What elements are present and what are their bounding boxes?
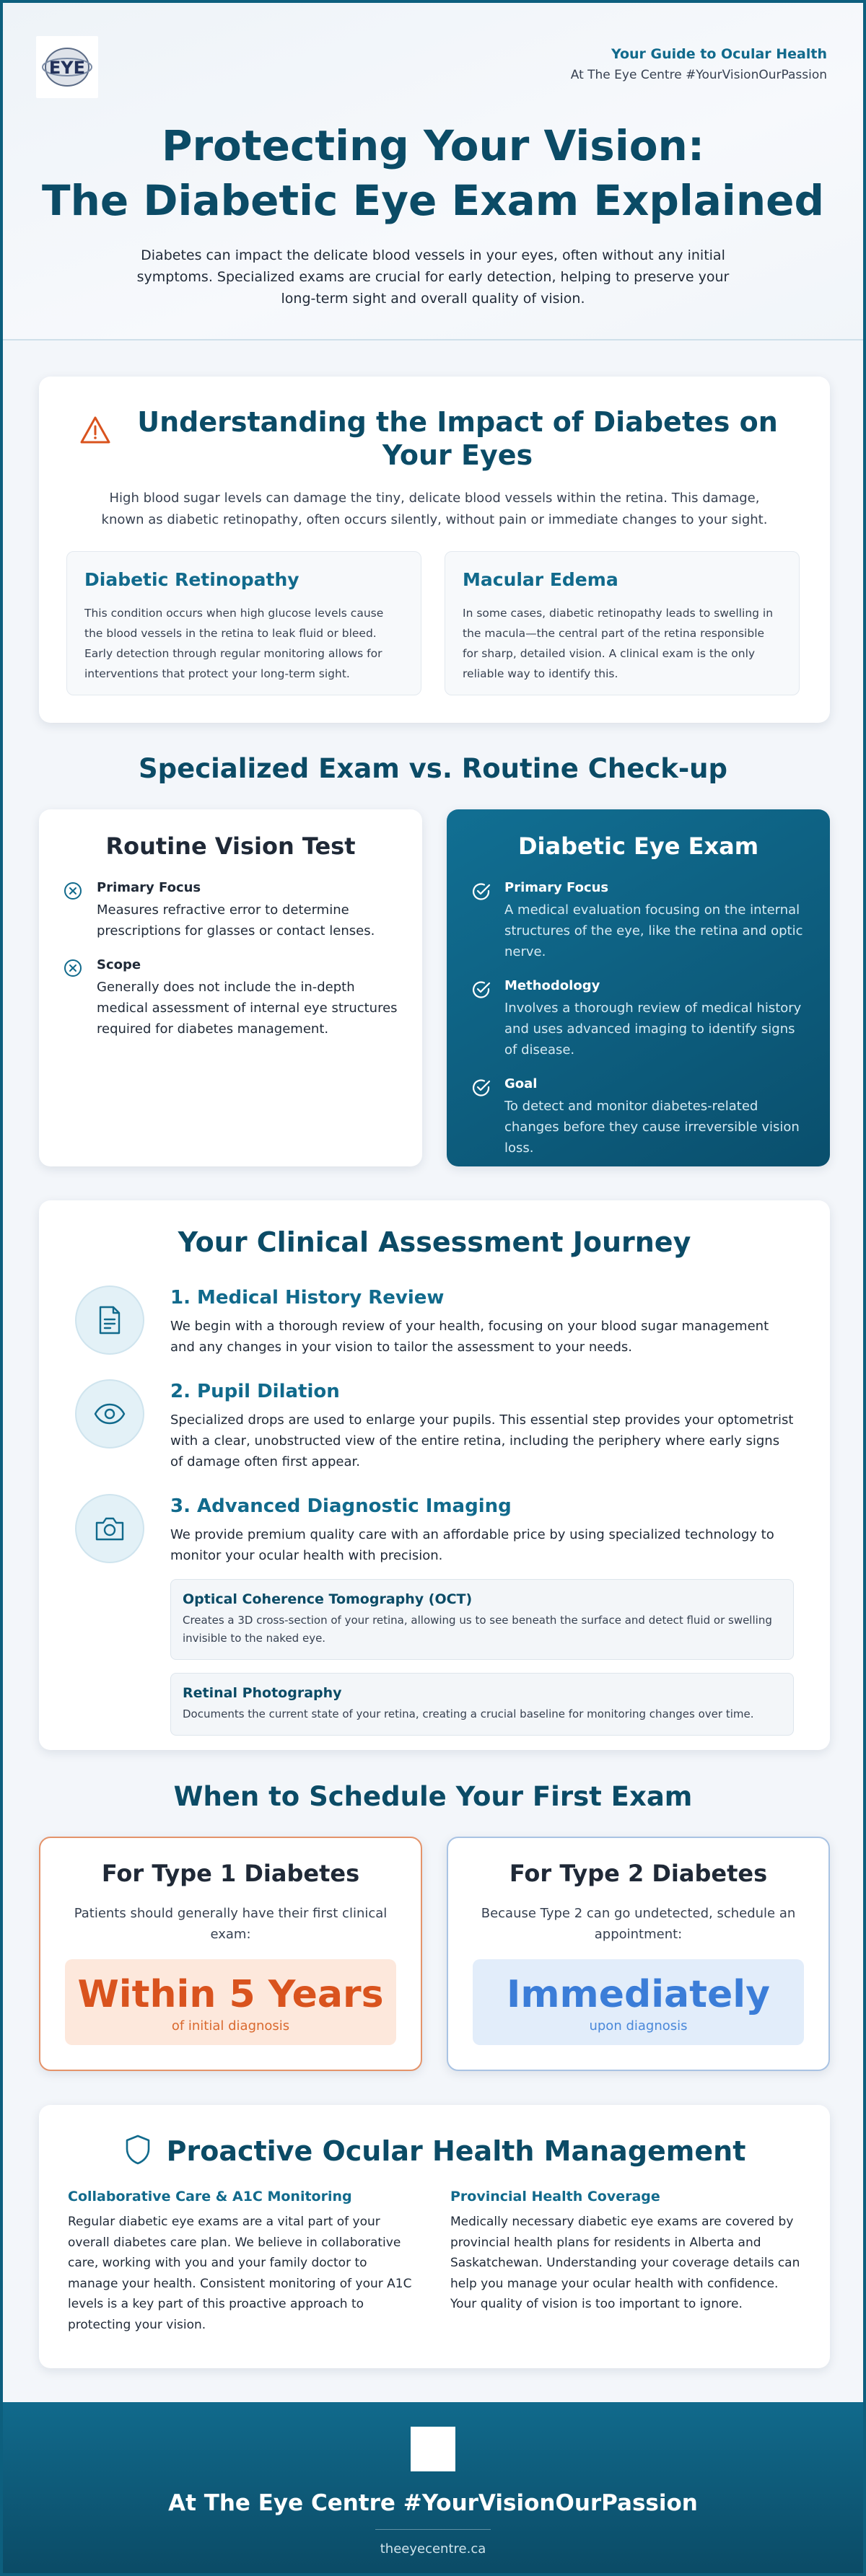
type2-timing-box [473,1959,804,2045]
impact-title: Understanding the Impact of Diabetes on Your Eyes [137,406,778,471]
header-tag: Your Guide to Ocular Health [611,46,827,62]
type1-text: Patients should generally have their first clinical exam: [74,1906,388,1942]
retinal-photo-box [170,1673,794,1736]
retinal-photo-text: Documents the current state of your retina, creating a crucial baseline for monitoring changes over time. [183,1707,754,1720]
routine-test-card [39,809,422,1166]
header-subtitle: At The Eye Centre #YourVisionOurPassion [570,68,827,82]
management-card [39,2105,830,2368]
routine-item-label: Primary Focus [97,880,201,895]
type1-title: For Type 1 Diabetes [101,1860,360,1887]
comparison-title: Specialized Exam vs. Routine Check-up [138,753,728,784]
diabetic-item-text: A medical evaluation focusing on the internal structures of the eye, like the retina and optic nerve. [504,902,803,959]
page-header [3,3,863,340]
type2-timing-note: upon diagnosis [589,2018,688,2034]
type1-card [39,1837,422,2071]
page-title [3,118,863,228]
collaborative-care-column [68,2189,419,2335]
routine-item-text: Measures refractive error to determine prescriptions for glasses or contact lenses. [97,902,375,938]
macular-edema-card [445,551,800,695]
retinopathy-text: This condition occurs when high glucose levels cause the blood vessels in the retina to leak fluid or bleed. Early detection through regular monitoring allows for interventions that protect your long-term sight. [84,607,384,680]
collaborative-care-text: Regular diabetic eye exams are a vital part of your overall diabetes care plan. We believe in collaborative care, working with you and your family doctor to manage your health. Consistent monitoring of your A1C levels is a key part of this proactive approach to protecting your vision. [68,2215,412,2332]
step-text: We begin with a thorough review of your health, focusing on your blood sugar management and any changes in your vision to tailor the assessment to your needs. [170,1319,769,1355]
oct-box [170,1579,794,1660]
page-footer [3,2402,863,2573]
collaborative-care-title: Collaborative Care & A1C Monitoring [68,2189,352,2204]
oct-title: Optical Coherence Tomography (OCT) [183,1591,473,1607]
logo-text: EYE [48,58,86,78]
diabetic-exam-card [447,809,830,1166]
retinopathy-title: Diabetic Retinopathy [84,569,299,590]
retinal-photo-title: Retinal Photography [183,1685,342,1701]
type1-timing: Within 5 Years [77,1973,384,2016]
step-text: We provide premium quality care with an affordable price by using specialized technology to monitor your ocular health with precision. [170,1527,774,1563]
type1-timing-note: of initial diagnosis [171,2018,290,2034]
step-text: Specialized drops are used to enlarge your pupils. This essential step provides your optometrist with a clear, unobstructed view of the entire retina, including the periphery where early signs of damage often first appear. [170,1412,794,1469]
type2-title: For Type 2 Diabetes [509,1860,768,1887]
diabetic-item [471,1076,805,1159]
journey-step [75,1285,794,1358]
journey-title: Your Clinical Assessment Journey [178,1226,691,1258]
journey-step [75,1494,794,1736]
routine-item [64,957,398,1039]
type2-timing: Immediately [507,1973,770,2016]
eye-centre-logo[interactable] [36,36,98,98]
retinopathy-card [66,551,421,695]
page-title-line1: Protecting Your Vision: [161,121,705,170]
x-circle-icon [64,880,84,941]
footer-website-link[interactable]: theeyecentre.ca [380,2541,486,2557]
type1-timing-box [65,1959,396,2045]
warning-icon [79,405,111,447]
macular-edema-title: Macular Edema [463,569,618,590]
intro-text: Diabetes can impact the delicate blood vessels in your eyes, often without any initial symptoms. Specialized exams are crucial for early detection, helping to preserve your long-term sight and overall quality of vision. [136,247,730,307]
routine-item-text: Generally does not include the in-depth medical assessment of internal eye structures required for diabetes management. [97,980,398,1037]
diabetic-item-label: Methodology [504,978,600,993]
routine-test-title: Routine Vision Test [105,832,356,860]
check-circle-icon [471,978,491,1060]
impact-card [39,377,830,723]
coverage-text: Medically necessary diabetic eye exams are covered by provincial health plans for residents in Alberta and Saskatchewan. Understanding your coverage details can help you manage your ocular health with confidence. Your quality of vision is too important to ignore. [450,2215,800,2311]
eye-icon [75,1379,144,1449]
step-title: 3. Advanced Diagnostic Imaging [170,1495,512,1517]
x-circle-icon [64,957,84,1039]
page-title-line2: The Diabetic Eye Exam Explained [42,176,824,225]
type2-card [447,1837,830,2071]
footer-title: At The Eye Centre #YourVisionOurPassion [168,2490,698,2516]
step-title: 1. Medical History Review [170,1287,445,1309]
journey-card [39,1200,830,1750]
header-tagline [571,46,827,82]
check-circle-icon [471,1076,491,1159]
diabetic-item-text: Involves a thorough review of medical history and uses advanced imaging to identify signs of disease. [504,1001,802,1058]
impact-text: High blood sugar levels can damage the tiny, delicate blood vessels within the retina. This damage, known as diabetic retinopathy, often occurs silently, without pain or immediate changes to your sight. [101,491,768,527]
footer-divider [375,2529,491,2530]
shield-icon [123,2134,152,2168]
check-circle-icon [471,880,491,962]
oct-text: Creates a 3D cross-section of your retina, allowing us to see beneath the surface and detect fluid or swelling invisible to the naked eye. [183,1614,772,1645]
diabetic-item [471,978,805,1060]
schedule-title: When to Schedule Your First Exam [173,1781,693,1812]
document-icon [75,1285,144,1355]
routine-item-label: Scope [97,957,141,972]
diabetic-exam-title: Diabetic Eye Exam [517,832,759,860]
routine-item [64,880,398,941]
coverage-title: Provincial Health Coverage [450,2189,660,2204]
macular-edema-text: In some cases, diabetic retinopathy leads to swelling in the macula—the central part of the retina responsible for sharp, detailed vision. A clinical exam is the only reliable way to identify this. [463,607,774,680]
footer-logo[interactable] [411,2427,455,2471]
diabetic-item [471,880,805,962]
diabetic-item-text: To detect and monitor diabetes-related changes before they cause irreversible vision loss. [504,1099,800,1156]
camera-icon [75,1494,144,1563]
diabetic-item-label: Primary Focus [504,880,609,895]
journey-step [75,1379,794,1472]
diabetic-item-label: Goal [504,1076,538,1091]
management-title: Proactive Ocular Health Management [166,2135,746,2167]
step-title: 2. Pupil Dilation [170,1381,340,1402]
type2-text: Because Type 2 can go undetected, schedule an appointment: [481,1906,796,1942]
coverage-column [450,2189,801,2335]
